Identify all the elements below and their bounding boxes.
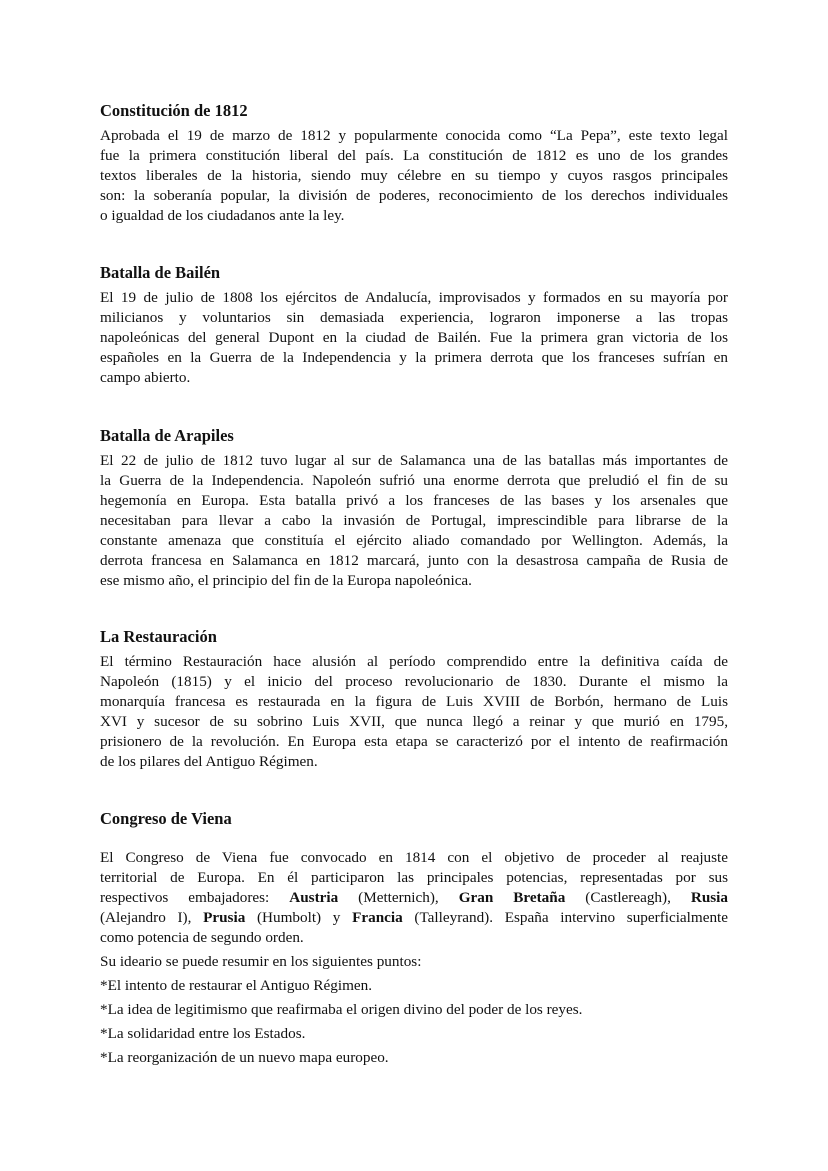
text-fragment: (Alejandro I), [100, 909, 204, 926]
paragraph-line [100, 888, 728, 908]
list-item: *La reorganización de un nuevo mapa europeo. [100, 1049, 389, 1066]
paragraph-line: campo abierto. [100, 369, 191, 386]
paragraph-line: Aprobada el 19 de marzo de 1812 y popularmente conocida como “La Pepa”, este texto legal [100, 127, 728, 144]
section-constitucion-1812 [100, 101, 728, 226]
section-paragraph [100, 848, 728, 948]
section-paragraph [100, 288, 728, 388]
paragraph-line: Napoleón (1815) y el inicio del proceso revolucionario de 1830. Durante el mismo la [100, 673, 728, 690]
paragraph-line: milicianos y voluntarios sin demasiada experiencia, lograron imponerse a las tropas [100, 309, 728, 326]
paragraph-line: ese mismo año, el principio del fin de la Europa napoleónica. [100, 572, 472, 589]
section-paragraph [100, 451, 728, 591]
country-austria: Austria [289, 889, 339, 906]
paragraph-line: derrota francesa en Salamanca en 1812 marcará, junto con la desastrosa campaña de Rusia de [100, 552, 728, 569]
paragraph-line: El 22 de julio de 1812 tuvo lugar al sur de Salamanca una de las batallas más importantes de [100, 452, 728, 469]
section-paragraph [100, 126, 728, 226]
paragraph-line: territorial de Europa. En él participaron las principales potencias, representadas por sus [100, 869, 728, 886]
paragraph-line: constante amenaza que constituía el ejército aliado comandado por Wellington. Además, la [100, 532, 728, 549]
section-batalla-bailen [100, 263, 728, 388]
section-heading: Batalla de Bailén [100, 263, 221, 282]
paragraph-line: textos liberales de la historia, siendo muy célebre en su tiempo y cuyos rasgos principales [100, 167, 728, 184]
paragraph-line: El Congreso de Viena fue convocado en 1814 con el objetivo de proceder al reajuste [100, 849, 728, 866]
paragraph-line: El 19 de julio de 1808 los ejércitos de Andalucía, improvisados y formados en su mayoría por [100, 289, 728, 306]
text-fragment: (Metternich), [338, 889, 459, 906]
summary-text: Su ideario se puede resumir en los siguientes puntos: [100, 953, 422, 970]
paragraph-line: la Guerra de la Independencia. Napoleón sufrió una enorme derrota que preludió el fin de su [100, 472, 728, 489]
section-heading: La Restauración [100, 627, 217, 646]
section-heading: Batalla de Arapiles [100, 426, 234, 445]
section-heading: Constitución de 1812 [100, 101, 248, 120]
paragraph-line: son: la soberanía popular, la división de poderes, reconocimiento de los derechos individuales [100, 187, 728, 204]
paragraph-line: o igualdad de los ciudadanos ante la ley. [100, 207, 345, 224]
paragraph-line: hegemonía en Europa. Esta batalla privó a los franceses de las bases y los arsenales que [100, 492, 728, 509]
country-prusia: Prusia [203, 909, 246, 926]
paragraph-line [100, 908, 728, 928]
paragraph-line: monarquía francesa es restaurada en la figura de Luis XVIII de Borbón, hermano de Luis [100, 693, 728, 710]
country-francia: Francia [352, 909, 403, 926]
paragraph-line: como potencia de segundo orden. [100, 929, 304, 946]
paragraph-line: prisionero de la revolución. En Europa esta etapa se caracterizó por el intento de reafirmación [100, 733, 728, 750]
text-fragment: (Castlereagh), [565, 889, 691, 906]
section-batalla-arapiles [100, 426, 728, 591]
paragraph-line: El término Restauración hace alusión al período comprendido entre la definitiva caída de [100, 653, 728, 670]
paragraph-line: fue la primera constitución liberal del país. La constitución de 1812 es uno de los grandes [100, 147, 728, 164]
section-congreso-viena [100, 809, 728, 1068]
section-restauracion [100, 627, 728, 772]
text-fragment: respectivos embajadores: [100, 889, 290, 906]
section-paragraph [100, 652, 728, 772]
list-item: *La idea de legitimismo que reafirmaba el origen divino del poder de los reyes. [100, 1001, 583, 1018]
text-fragment: (Humbolt) y [245, 909, 353, 926]
paragraph-line: necesitaban para llevar a cabo la invasión de Portugal, imprescindible para librarse de la [100, 512, 728, 529]
paragraph-line: de los pilares del Antiguo Régimen. [100, 753, 318, 770]
list-item: *El intento de restaurar el Antiguo Régimen. [100, 977, 373, 994]
paragraph-line: españoles en la Guerra de la Independencia y la primera derrota que los franceses sufrían en [100, 349, 728, 366]
list-item: *La solidaridad entre los Estados. [100, 1025, 306, 1042]
section-heading: Congreso de Viena [100, 809, 232, 828]
paragraph-line: napoleónicas del general Dupont en la ciudad de Bailén. Fue la primera gran victoria de los [100, 329, 728, 346]
country-rusia: Rusia [690, 889, 728, 906]
paragraph-line: XVI y sucesor de su sobrino Luis XVII, que nunca llegó a reinar y que murió en 1795, [100, 713, 728, 730]
text-fragment: (Talleyrand). España intervino superficialmente [402, 909, 729, 926]
country-gran-bretana: Gran Bretaña [458, 889, 566, 906]
